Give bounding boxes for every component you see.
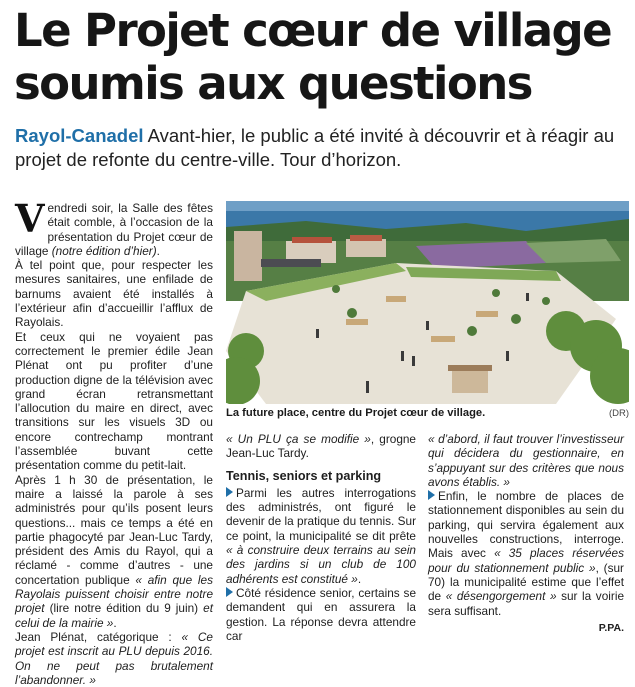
paragraph-2: À tel point que, pour respecter les mesures sanitaires, une enfilade de barnums avaient été installés à l’extérieur afin d’accueillir l’afflux de Rayolais.: [15, 258, 213, 330]
paragraph-5: Jean Plénat, catégorique : « Ce projet est inscrit au PLU depuis 2016. On ne peut pas brutalement l’abandonner. »: [15, 629, 213, 687]
photo-illustration: [226, 201, 629, 404]
article-column-1: [15, 196, 213, 687]
subheading: Tennis, seniors et parking: [226, 468, 382, 483]
author-signature: P.PA.: [598, 621, 624, 634]
caption-text: La future place, centre du Projet cœur de village.: [226, 407, 486, 419]
headline: [14, 4, 629, 110]
article-column-2: [226, 432, 416, 643]
standfirst: [15, 124, 627, 172]
paragraph-4: Après 1 h 30 de présentation, le maire a laissé la parole à ses administrés pour qu’ils posent leurs questions... mais ce temps a été en partie phagocyté par Jean-Luc Tardy, président des Amis du Rayol, qui a réclamé - comme d’autres - une concertation publique « afin que les Rayolais puissent choisir entre notre projet (lire notre édition du 9 juin) et celui de la mairie ».: [15, 472, 213, 630]
standfirst-text: Avant-hier, le public a été invité à découvrir et à réagir au projet de refonte du centre-ville. Tour d’horizon.: [15, 125, 615, 170]
triangle-bullet-icon: [226, 587, 233, 597]
paragraph-3: Et ceux qui ne voyaient pas correctement le premier édile Jean Plénat ont pu profiter d’une production digne de la télévision avec grand écran retransmettant l’allocution du maire en direct, avec transitions sur les visuels 3D ou encore contrechamp montrant l’assemblée buvant cette présentation comme du petit-lait.: [15, 329, 213, 473]
article-column-3: [428, 432, 624, 635]
headline-line-1: Le Projet cœur de village: [14, 4, 611, 57]
drop-cap: V: [15, 196, 45, 241]
paragraph-8-continued: « d’abord, il faut trouver l’investisseur qui décidera du gestionnaire, en s’appuyant sur des critères que nous avons établis. »: [428, 432, 624, 489]
triangle-bullet-icon: [226, 487, 233, 497]
photo-caption: [226, 407, 629, 419]
headline-line-2: soumis aux questions: [14, 57, 532, 110]
location-label: Rayol-Canadel: [15, 125, 144, 146]
village-square-rendering: [226, 201, 629, 404]
paragraph-6: « Un PLU ça se modifie », grogne Jean-Luc Tardy.: [226, 432, 416, 461]
paragraph-9: Enfin, le nombre de places de stationnement disponibles au sein du parking, qui servira également aux nouvelles constructions, interroge. Mais avec « 35 places réservées pour du stationnement public », (sur 70) la municipalité estime que l’effet de « désengorgement » sur la voirie sera suffisant.: [428, 489, 624, 618]
triangle-bullet-icon: [428, 490, 435, 500]
photo-credit: (DR): [608, 408, 629, 419]
paragraph-1: Vendredi soir, la Salle des fêtes était comble, à l’occasion de la présentation du Projet cœur de village (notre édition d’hier).: [15, 196, 213, 258]
paragraph-8: Côté résidence senior, certains se demandent qui en assurera la gestion. La réponse devra attendre car: [226, 585, 416, 643]
paragraph-7: Parmi les autres interrogations des administrés, ont figuré le devenir de la pratique du tennis. Sur ce point, la municipalité se dit prête « à construire deux terrains au sein des jardins si un club de 100 adhérents est constitué ».: [226, 485, 416, 586]
